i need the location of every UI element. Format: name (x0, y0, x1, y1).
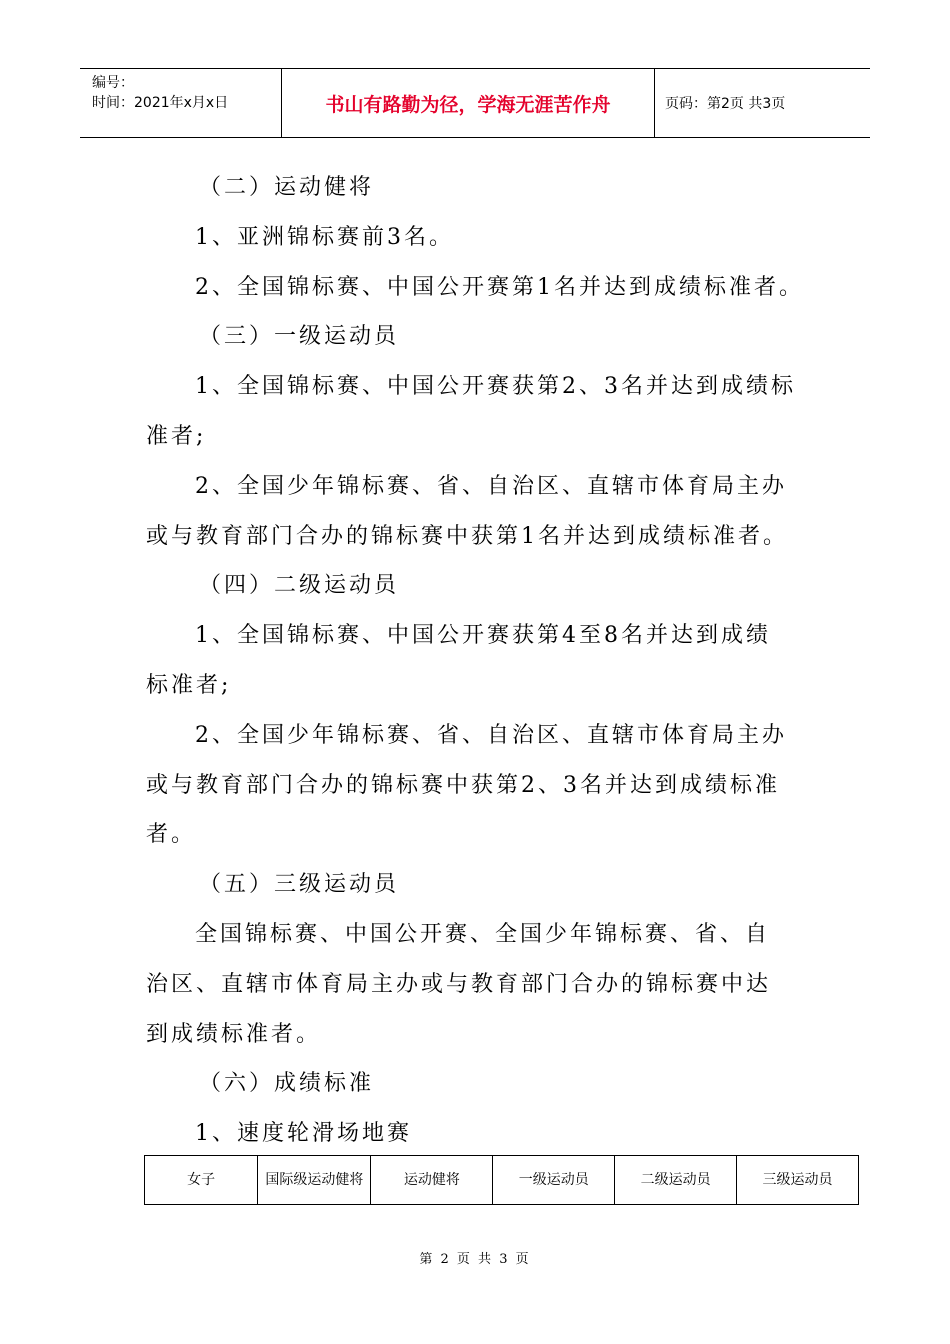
document-date: 时间：2021年x月x日 (92, 95, 229, 111)
paragraph-line: 到成绩标准者。 (146, 1021, 322, 1047)
paragraph-line: 2、全国锦标赛、中国公开赛第1名并达到成绩标准者。 (195, 274, 804, 300)
paragraph-line: 1、速度轮滑场地赛 (195, 1121, 412, 1147)
section-heading: （六）成绩标准 (199, 1071, 375, 1097)
document-body (146, 163, 826, 1159)
paragraph-line: 1、亚洲锦标赛前3名。 (195, 224, 454, 250)
paragraph-line: 2、全国少年锦标赛、省、自治区、直辖市体育局主办 (195, 473, 787, 499)
header-page-code: 页码：第2页 共3页 (665, 96, 786, 112)
section-heading: （四）二级运动员 (199, 573, 400, 599)
standards-table (144, 1155, 859, 1205)
section-heading: （五）三级运动员 (199, 872, 400, 898)
paragraph-line: 1、全国锦标赛、中国公开赛获第4至8名并达到成绩 (195, 623, 771, 649)
paragraph-line: 2、全国少年锦标赛、省、自治区、直辖市体育局主办 (195, 722, 787, 748)
header-motto: 书山有路勤为径，学海无涯苦作舟 (282, 69, 655, 137)
table-header-cell: 运动健将 (371, 1156, 493, 1205)
paragraph-line: 者。 (146, 822, 197, 848)
paragraph-line: 1、全国锦标赛、中国公开赛获第2、3名并达到成绩标 (195, 374, 796, 400)
table-header-cell: 三级运动员 (737, 1156, 859, 1205)
table-header-cell: 二级运动员 (615, 1156, 737, 1205)
paragraph-line: 全国锦标赛、中国公开赛、全国少年锦标赛、省、自 (195, 921, 771, 947)
paragraph-line: 准者; (146, 423, 207, 449)
table-header-cell: 女子 (145, 1156, 258, 1205)
header-meta (80, 69, 282, 137)
paragraph-line: 标准者; (146, 672, 232, 698)
paragraph-line: 或与教育部门合办的锦标赛中获第1名并达到成绩标准者。 (146, 523, 788, 549)
paragraph-line: 或与教育部门合办的锦标赛中获第2、3名并达到成绩标准 (146, 772, 780, 798)
document-number: 编号： (92, 75, 134, 91)
page-header (80, 68, 870, 138)
section-heading: （三）一级运动员 (199, 324, 400, 350)
table-header-cell: 一级运动员 (493, 1156, 615, 1205)
page-footer: 第 2 页 共 3 页 (419, 1252, 531, 1267)
paragraph-line: 治区、直辖市体育局主办或与教育部门合办的锦标赛中达 (146, 971, 772, 997)
section-heading: （二）运动健将 (199, 175, 375, 200)
table-header-cell: 国际级运动健将 (258, 1156, 371, 1205)
table-header-row (145, 1156, 859, 1205)
